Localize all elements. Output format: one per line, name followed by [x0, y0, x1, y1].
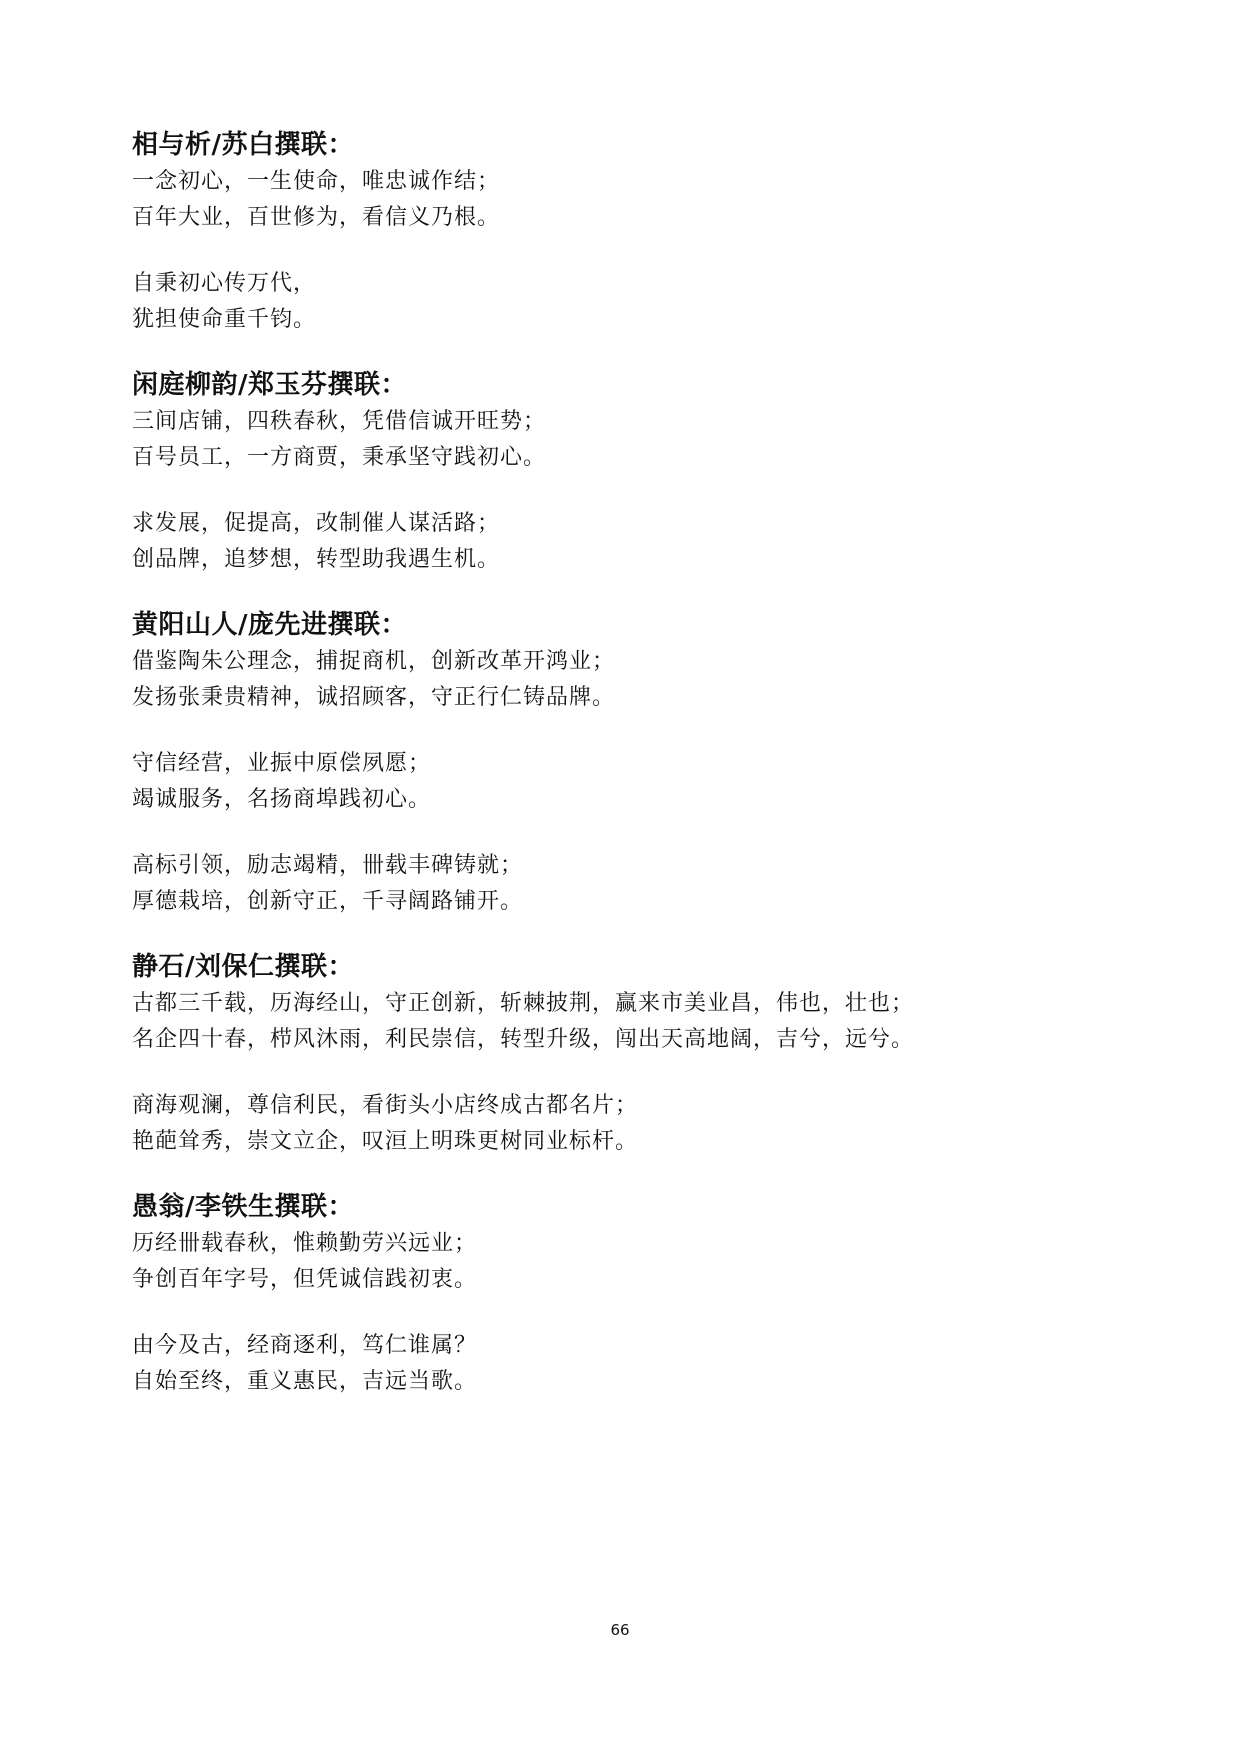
- couplet-lower-line: 发扬张秉贵精神，诚招顾客，守正行仁铸品牌。: [132, 685, 616, 710]
- couplet: [132, 644, 1132, 716]
- couplet-upper-line: 由今及古，经商逐利，笃仁谁属？: [132, 1333, 478, 1358]
- couplet-lower-line: 犹担使命重千钧。: [132, 307, 317, 332]
- couplet-lower-line: 百号员工，一方商贾，秉承坚守践初心。: [132, 445, 547, 470]
- couplet-collection: [132, 126, 1132, 1428]
- couplet-upper-line: 守信经营，业振中原偿夙愿；: [132, 751, 432, 776]
- couplet-upper-line: 一念初心，一生使命，唯忠诚作结；: [132, 169, 501, 194]
- couplet-lower-line: 名企四十春，栉风沐雨，利民崇信，转型升级，闯出天高地阔，吉兮，远兮。: [132, 1027, 915, 1052]
- couplet: [132, 164, 1132, 236]
- section-heading: 闲庭柳韵/郑玉芬撰联：: [132, 370, 407, 400]
- couplet: [132, 986, 1132, 1058]
- couplet-lower-line: 百年大业，百世修为，看信义乃根。: [132, 205, 501, 230]
- couplet-upper-line: 商海观澜，尊信利民，看街头小店终成古都名片；: [132, 1093, 639, 1118]
- couplet-lower-line: 自始至终，重义惠民，吉远当歌。: [132, 1369, 478, 1394]
- couplet: [132, 1088, 1132, 1160]
- couplet-section: [132, 366, 1132, 578]
- couplet-lower-line: 厚德栽培，创新守正，千寻阔路铺开。: [132, 889, 524, 914]
- page-number: 66: [610, 1621, 630, 1639]
- couplet: [132, 1226, 1132, 1298]
- section-heading: 愚翁/李铁生撰联：: [132, 1192, 354, 1222]
- section-heading: 相与析/苏白撰联：: [132, 130, 354, 160]
- couplet: [132, 506, 1132, 578]
- couplet: [132, 746, 1132, 818]
- section-heading: 静石/刘保仁撰联：: [132, 952, 354, 982]
- couplet-upper-line: 历经卌载春秋，惟赖勤劳兴远业；: [132, 1231, 478, 1256]
- couplet-upper-line: 自秉初心传万代，: [132, 271, 317, 296]
- couplet-lower-line: 艳葩耸秀，崇文立企，叹洹上明珠更树同业标杆。: [132, 1129, 639, 1154]
- couplet: [132, 404, 1132, 476]
- couplet-lower-line: 竭诚服务，名扬商埠践初心。: [132, 787, 432, 812]
- couplet-upper-line: 三间店铺，四秩春秋，凭借信诚开旺势；: [132, 409, 547, 434]
- section-heading: 黄阳山人/庞先进撰联：: [132, 610, 407, 640]
- couplet: [132, 266, 1132, 338]
- couplet-upper-line: 借鉴陶朱公理念，捕捉商机，创新改革开鸿业；: [132, 649, 616, 674]
- couplet-section: [132, 606, 1132, 920]
- couplet-section: [132, 948, 1132, 1160]
- couplet-upper-line: 求发展，促提高，改制催人谋活路；: [132, 511, 501, 536]
- couplet-section: [132, 126, 1132, 338]
- couplet: [132, 1328, 1132, 1400]
- couplet-lower-line: 争创百年字号，但凭诚信践初衷。: [132, 1267, 478, 1292]
- couplet-lower-line: 创品牌，追梦想，转型助我遇生机。: [132, 547, 501, 572]
- couplet-upper-line: 古都三千载，历海经山，守正创新，斩棘披荆，赢来市美业昌，伟也，壮也；: [132, 991, 915, 1016]
- couplet: [132, 848, 1132, 920]
- couplet-section: [132, 1188, 1132, 1400]
- couplet-upper-line: 高标引领，励志竭精，卌载丰碑铸就；: [132, 853, 524, 878]
